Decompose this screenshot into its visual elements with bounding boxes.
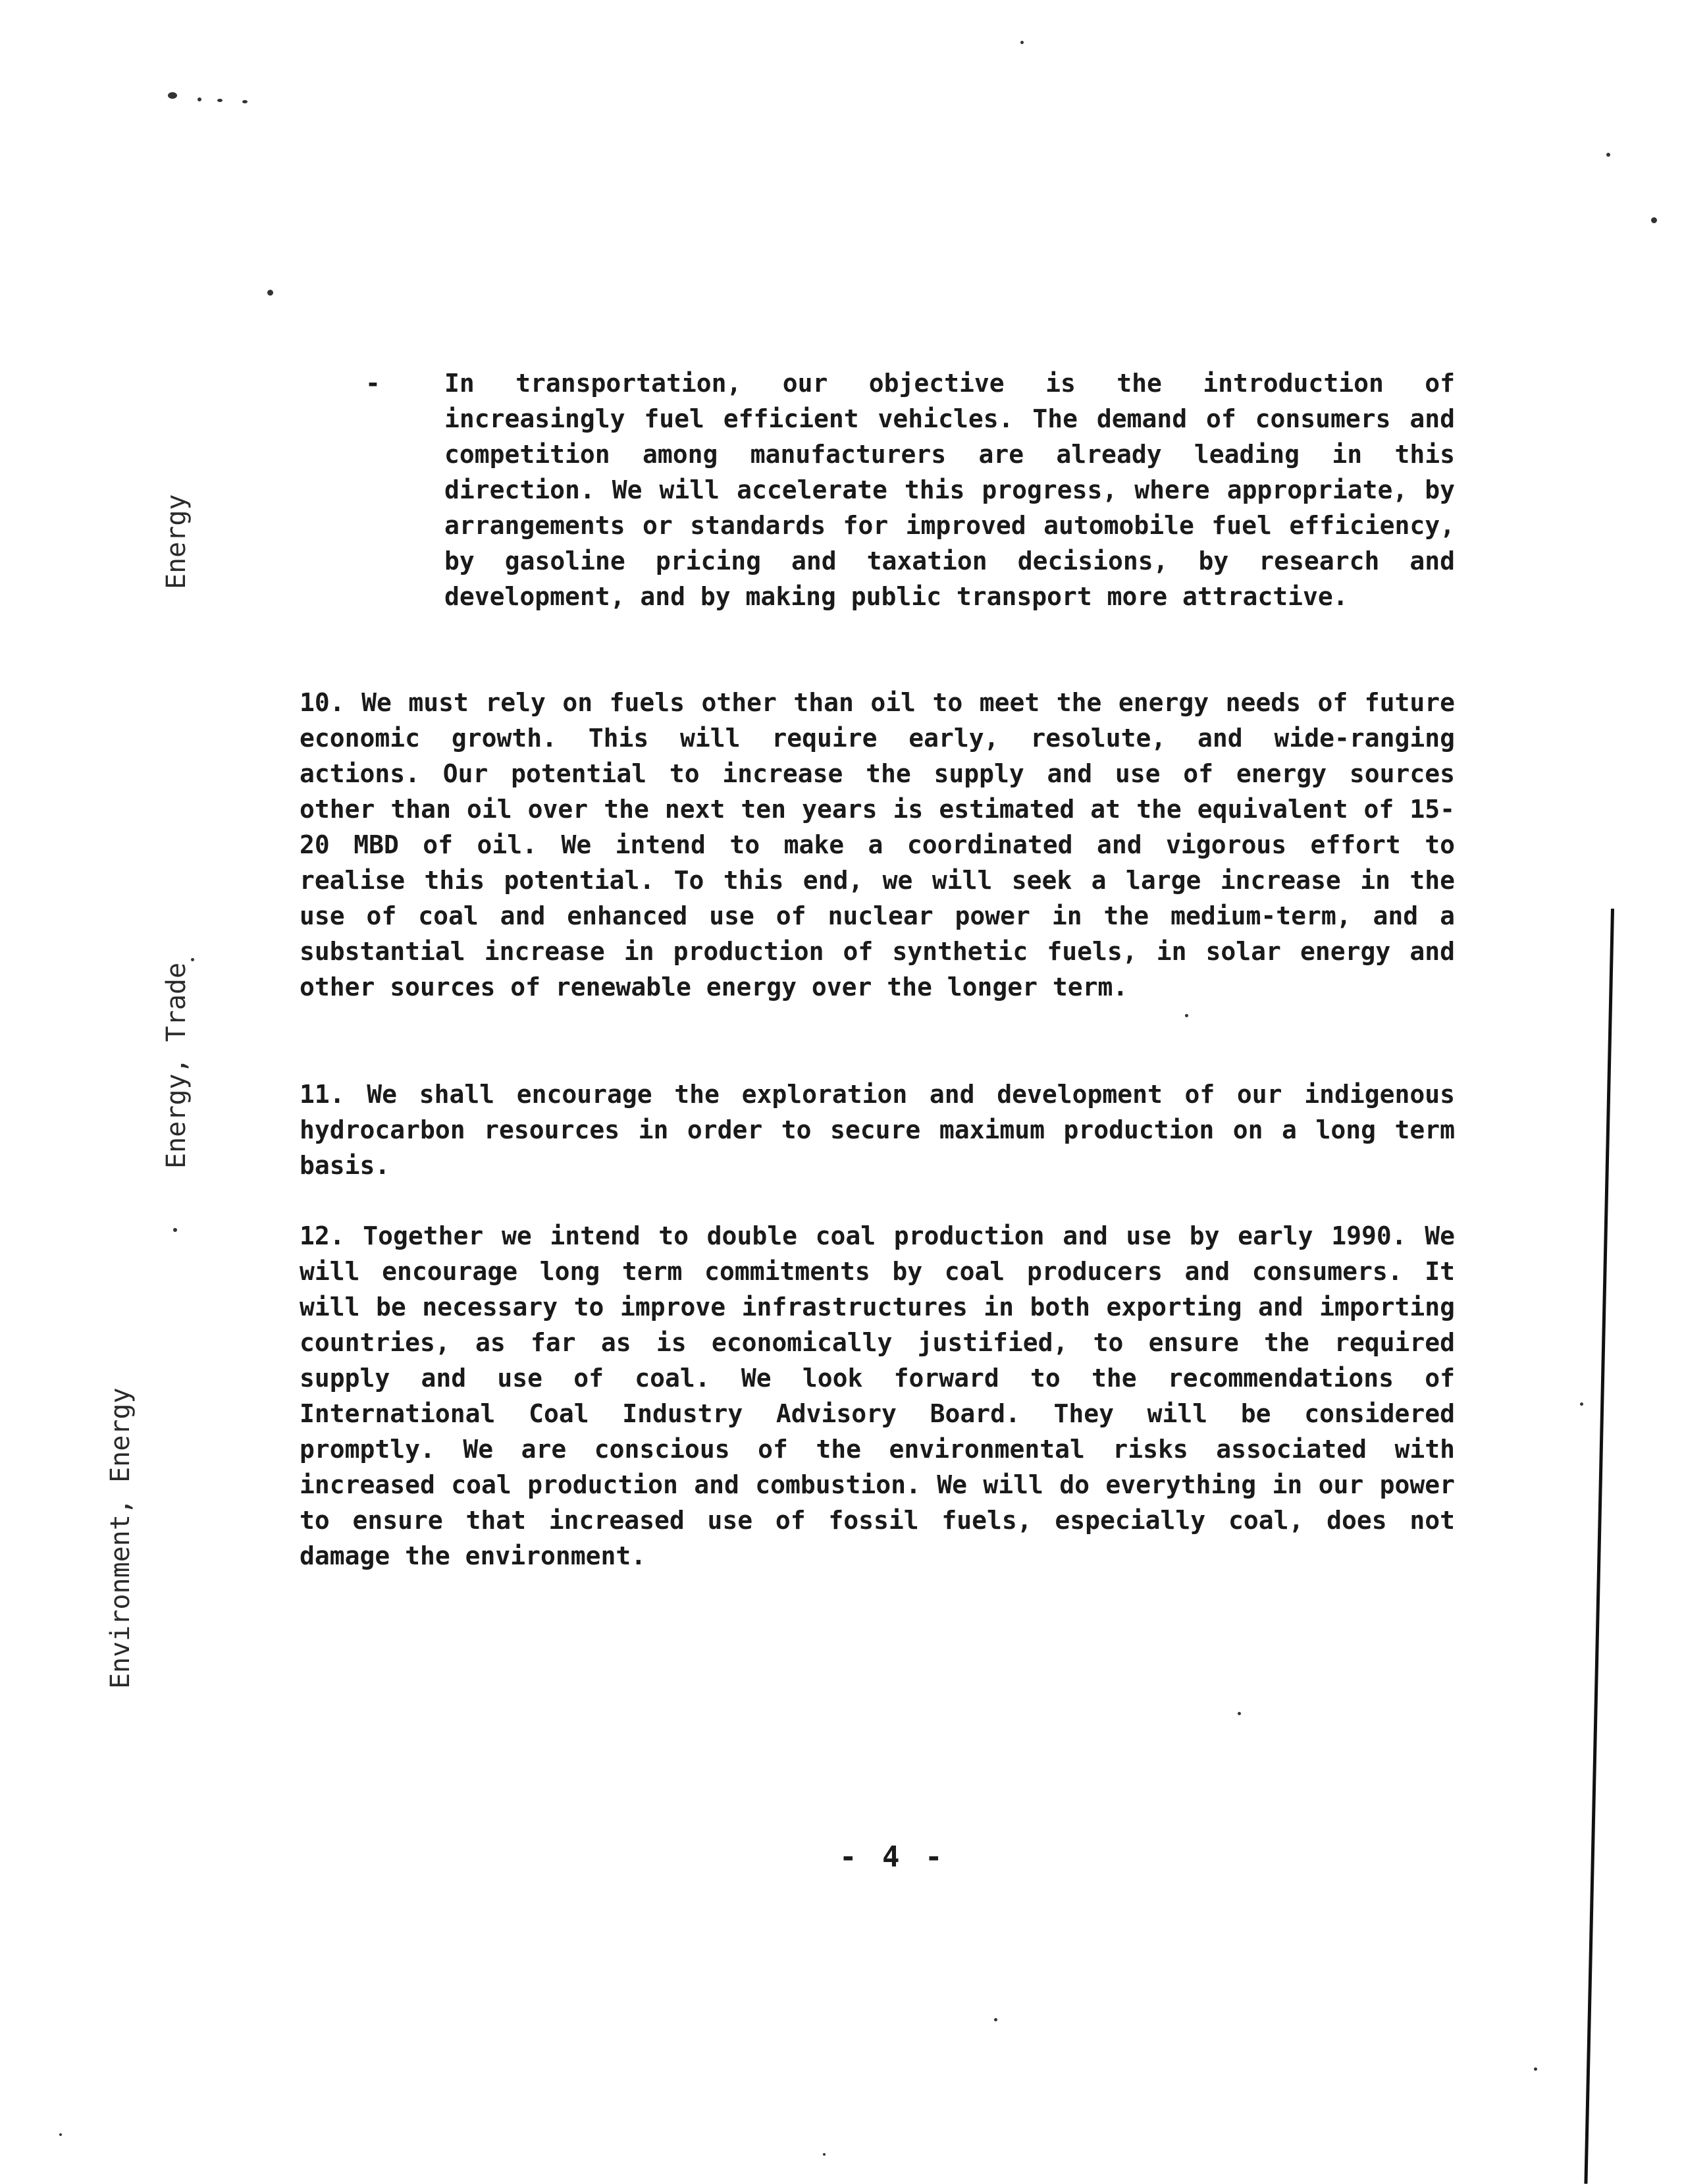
paragraph-12: 12. Together we intend to double coal production and use by early 1990. We will encourage long term commitments by coal producers and consumers. It will be necessary to improve infrastructures in both exporting and importing countries, as far as is economically justified, to ensure the required supply and use of coal. We look forward to the recommendations of International Coal Industry Advisory Board. They will be considered promptly. We are conscious of the environmental risks associated with increased coal production and combustion. We will do everything in our power to ensure that increased use of fossil fuels, especially coal, does not damage the environment. [300,1221,1455,1570]
scan-speck [197,97,201,101]
scan-speck [168,92,177,99]
paragraph-transportation: In transportation, our objective is the introduction of increasingly fuel efficient vehicles. The demand of consumers and competition among manufacturers are already leading in this direction. We will accelerate this progress, where appropriate, by arrangements or standards for improved automobile fuel efficiency, by gasoline pricing and taxation decisions, by research and development, and by making public transport more attractive. [444,369,1455,611]
margin-label-energy: Energy [161,494,192,589]
bullet-marker: - [365,369,381,398]
scan-page-edge [1584,909,1614,2184]
page-number: - 4 - [839,1840,947,1874]
scan-speck [242,100,248,103]
scan-speck [173,1228,177,1232]
scan-speck [267,290,273,296]
margin-label-environment-energy: Environment, Energy [105,1387,136,1689]
scan-speck [1238,1712,1241,1715]
scan-speck [1651,217,1657,223]
scan-speck [1020,41,1024,44]
scan-speck [217,99,223,102]
paragraph-11: 11. We shall encourage the exploration and development of our indigenous hydrocarbon resources in order to secure maximum production on a long term basis. [300,1080,1455,1180]
paragraph-10: 10. We must rely on fuels other than oil to meet the energy needs of future economic growth. This will require early, resolute, and wide-ranging actions. Our potential to increase the supply and use of energy sources other than oil over the next ten years is estimated at the equivalent of 15-20 MBD of oil. We intend to make a coordinated and vigorous effort to realise this potential. To this end, we will seek a large increase in the use of coal and enhanced use of nuclear power in the medium-term, and a substantial increase in production of synthetic fuels, in solar energy and other sources of renewable energy over the longer term. [300,688,1455,1001]
scan-speck [1606,153,1610,157]
scan-speck [1534,2067,1537,2071]
margin-label-energy-trade: Energy, Trade [161,962,192,1169]
scan-speck [191,958,194,961]
scan-speck [1580,1402,1583,1406]
scan-speck [1185,1014,1188,1017]
scan-speck [59,2133,62,2136]
scan-speck [994,2018,997,2021]
scan-speck [823,2153,826,2156]
